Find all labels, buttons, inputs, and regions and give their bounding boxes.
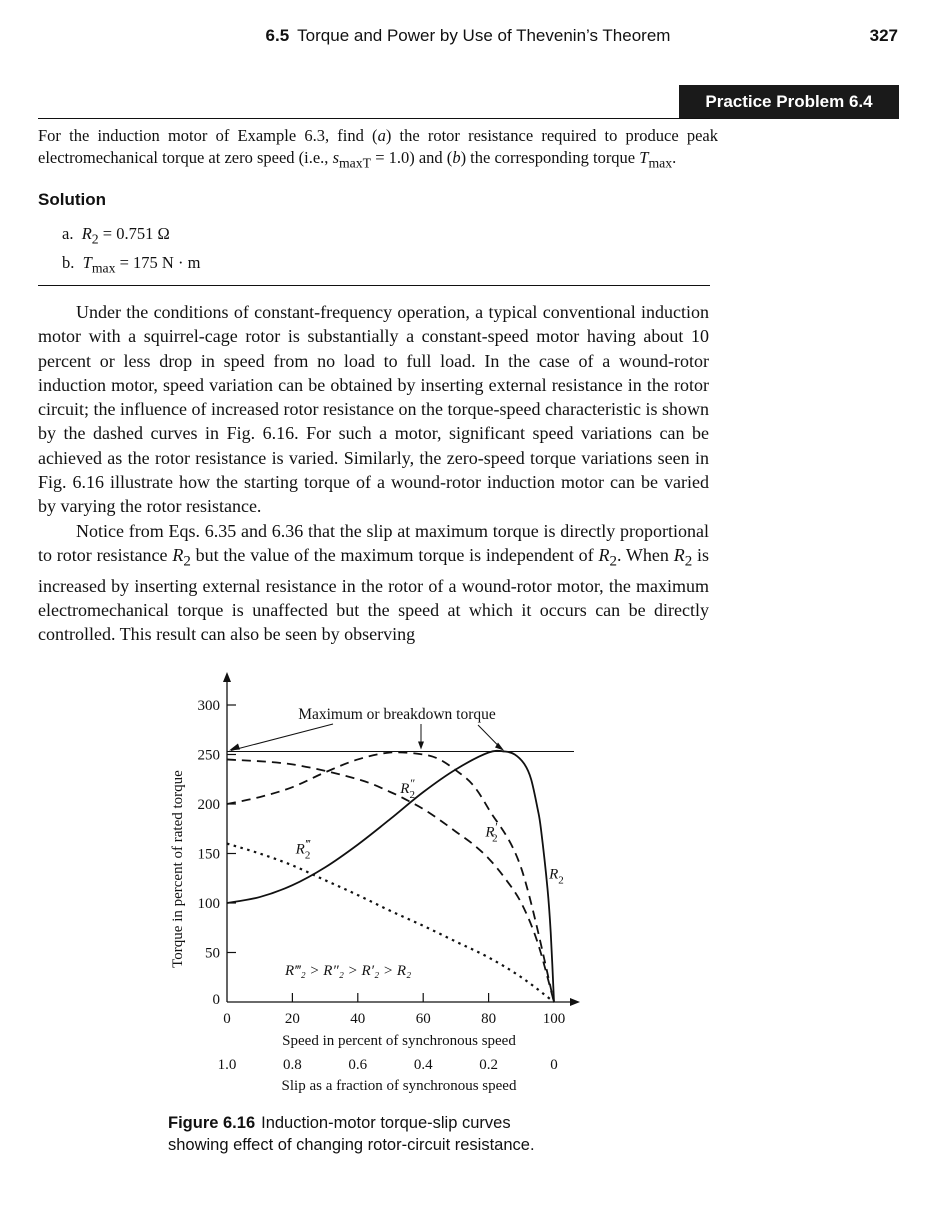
slip-tick-label: 0.4 xyxy=(413,1057,433,1073)
x-axis-label: Speed in percent of synchronous speed xyxy=(282,1033,516,1049)
solution-heading: Solution xyxy=(38,190,106,209)
series-label: R″ 2 xyxy=(400,776,415,802)
torque-slip-chart xyxy=(150,662,600,1102)
figure-caption-text: Induction-motor torque-slip curves showing effect of changing rotor-circuit resistance. xyxy=(168,1114,535,1154)
resistance-inequality: R‴₂ > R″₂ > R′₂ > R₂ xyxy=(285,963,412,979)
slip-axis-label: Slip as a fraction of synchronous speed xyxy=(281,1078,517,1094)
slip-tick-label: 0.2 xyxy=(479,1057,498,1073)
y-tick-label: 50 xyxy=(205,945,220,962)
paragraph-2: Notice from Eqs. 6.35 and 6.36 that the slip at maximum torque is directly proportional to rotor resistance $R_2$ but the value of the maximum torque is independent of $R_2$. When $R_2$ is increased by inserting external resistance in the rotor of a wound-rotor motor, the maximum electromechanical torque is unaffected but the speed at which it occurs can be directly controlled. This result can also be seen by observing xyxy=(38,520,710,645)
series-label: R‴ 2 xyxy=(295,836,311,862)
running-head-title xyxy=(0,26,936,46)
practice-problem-text: For the induction motor of Example 6.3, find (a) the rotor resistance required to produce peak electromechanical torque at zero speed (i.e., $s_{maxT} = 1.0$) and (b) the corresponding torque $T_{max}$. xyxy=(38,126,719,171)
y-tick-label: 250 xyxy=(197,747,220,764)
running-head xyxy=(0,26,936,48)
solution-item-b: b. $T_{max} = 175$ N · m xyxy=(62,253,201,276)
section-title: Torque and Power by Use of Thevenin’s Theorem xyxy=(297,26,671,45)
solution-list xyxy=(62,222,200,281)
y-tick-label: 0 xyxy=(212,992,220,1008)
x-tick-label: 20 xyxy=(284,1011,300,1027)
practice-problem-banner: Practice Problem 6.4 xyxy=(679,85,899,119)
figure-6-16 xyxy=(150,662,600,1107)
slip-tick-label: 0.8 xyxy=(283,1057,302,1073)
figure-caption xyxy=(168,1112,568,1156)
slip-tick-label: 1.0 xyxy=(217,1057,237,1073)
figure-label: Figure 6.16 xyxy=(168,1114,256,1132)
y-tick-label: 200 xyxy=(197,797,220,813)
page-number: 327 xyxy=(869,26,898,45)
bottom-rule xyxy=(38,285,710,286)
series-label: $R_2$ xyxy=(549,866,564,887)
slip-tick-label: 0 xyxy=(550,1057,558,1073)
plot-area xyxy=(198,672,581,1073)
x-tick-label: 0 xyxy=(223,1011,231,1027)
x-axis-arrow xyxy=(570,998,580,1006)
paragraph-1: Under the conditions of constant-frequency operation, a typical conventional induction motor with a squirrel-cage rotor is substantially a constant-speed motor having about 10 percent or less drop in speed from no load to full load. In the case of a wound-rotor induction motor, speed variation can be obtained by inserting external resistance in the rotor circuit; the influence of increased rotor resistance on the torque-speed characteristic is shown by the dashed curves in Fig. 6.16. For such a motor, significant speed variations can be achieved as the rotor resistance is varied. Similarly, the zero-speed torque variations seen in Fig. 6.16 illustrate how the starting torque of a wound-rotor induction motor can be varied by varying the rotor resistance. xyxy=(38,302,709,517)
y-axis-label: Torque in percent of rated torque xyxy=(170,770,186,968)
y-tick-label: 300 xyxy=(197,698,220,714)
breakdown-torque-annotation: Maximum or breakdown torque xyxy=(298,706,496,723)
series-label: R′ 2 xyxy=(485,819,498,845)
x-tick-label: 60 xyxy=(415,1011,431,1027)
y-tick-label: 150 xyxy=(197,846,220,863)
x-tick-label: 80 xyxy=(481,1011,497,1027)
body-text xyxy=(38,300,709,647)
slip-tick-label: 0.6 xyxy=(348,1057,368,1073)
solution-item-a: a. $R_2 = 0.751$ Ω xyxy=(62,224,170,247)
annotation-arrowhead-center xyxy=(418,742,424,750)
section-number: 6.5 xyxy=(265,26,290,45)
y-axis-arrow xyxy=(223,672,231,682)
top-rule xyxy=(38,118,710,119)
annotation-arrow-left xyxy=(231,724,333,751)
x-tick-label: 100 xyxy=(542,1011,566,1027)
y-tick-label: 100 xyxy=(197,896,220,912)
x-tick-label: 40 xyxy=(350,1011,366,1027)
annotation-arrowhead-left xyxy=(229,744,240,751)
